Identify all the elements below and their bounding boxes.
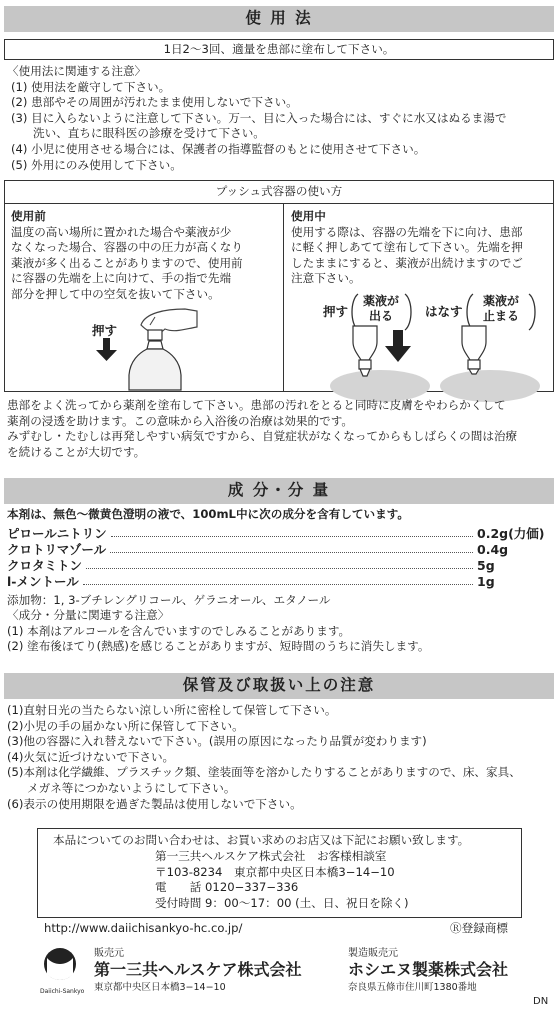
during-line: したままにすると、薬液が出続けますのでご <box>291 255 523 270</box>
before-line: 薬液が多く出ることがありますので、使用前 <box>11 255 243 270</box>
during-line: 使用する際は、容器の先端を下に向け、患部 <box>291 224 523 239</box>
ingredient-name: クロトリマゾール <box>7 542 107 557</box>
ingredient-notes-title: 〈成分・分量に関連する注意〉 <box>7 608 170 623</box>
contact-hours: 受付時間 9：00～17：00 (土、日、祝日を除く) <box>155 895 409 910</box>
contact-address: 〒103-8234 東京都中央区日本橋3−14−10 <box>155 864 395 879</box>
before-title: 使用前 <box>11 209 46 223</box>
ingredients-intro: 本剤は、無色～微黄色澄明の液で、100mL中に次の成分を含有しています。 <box>7 507 409 521</box>
footer-code: DN <box>533 996 549 1007</box>
advice-line: を続けることが大切です。 <box>7 444 146 459</box>
during-line: 注意下さい。 <box>291 271 361 286</box>
ingredient-list <box>7 526 553 590</box>
usage-note: (5) 外用にのみ使用して下さい。 <box>11 157 182 172</box>
ingredient-name: ピロールニトリン <box>7 526 107 541</box>
contact-box <box>37 828 522 918</box>
ingredient-amount: 0.4g <box>477 542 509 557</box>
push-label: 押す <box>323 304 349 319</box>
bottle-icon <box>129 349 181 390</box>
before-line: 部分を押して中の空気を抜いて下さい。 <box>11 286 220 301</box>
ingredients-heading: 成 分・分 量 <box>4 478 554 504</box>
storage-line: (6)表示の使用期限を過ぎた製品は使用しないで下さい。 <box>7 796 302 811</box>
storage-line: (2)小児の手の届かない所に保管して下さい。 <box>7 718 244 733</box>
ingredient-amount: 0.2g(力価) <box>477 526 545 541</box>
usage-note: (4) 小児に使用させる場合には、保護者の指導監督のもとに使用させて下さい。 <box>11 141 426 156</box>
during-title: 使用中 <box>291 209 326 223</box>
ingredient-name: l-メントール <box>7 574 79 589</box>
advice-line: 薬剤の浸透を助けます。この意味から入浴後の治療は効果的です。 <box>7 413 353 428</box>
advice-line: みずむし・たむしは再発しやすい病気ですから、自覚症状がなくなってからもしばらくの間は治療 <box>7 429 518 444</box>
ingredient-notes <box>7 593 553 655</box>
usage-note: (1) 使用法を厳守して下さい。 <box>11 79 171 94</box>
usage-note: (2) 患部やその周囲が汚れたまま使用しないで下さい。 <box>11 95 298 110</box>
push-container-title: プッシュ式容器の使い方 <box>5 181 553 204</box>
contact-details <box>155 849 409 911</box>
manufacturer-address: 奈良県五條市住川町1380番地 <box>348 982 477 993</box>
contact-company: 第一三共ヘルスケア株式会社 お客様相談室 <box>155 849 387 863</box>
storage-line: (3)他の容器に入れ替えないで下さい。(誤用の原因になったり品質が変わります) <box>7 734 427 749</box>
usage-notes <box>7 64 506 173</box>
push-container-box <box>4 180 554 392</box>
dosage-box <box>4 39 554 60</box>
seller-logo-text: Daiichi-Sankyo <box>40 987 85 995</box>
bottle-icon <box>462 326 486 360</box>
manufacturer-name: ホシエヌ製薬株式会社 <box>348 960 509 979</box>
contact-intro: 本品についてのお問い合わせは、お買い求めのお店又は下記にお願い致します。 <box>53 833 470 847</box>
ingredient-row <box>7 542 553 558</box>
seller-name: 第一三共ヘルスケア株式会社 <box>94 960 302 979</box>
additives-text: 添加物：1, 3-ブチレングリコール、ゲラニオール、エタノール <box>7 592 331 607</box>
during-line: に軽く押しあてて塗布して下さい。先端を押 <box>291 240 523 255</box>
finger-push-illustration <box>85 305 205 390</box>
seller-role: 販売元 <box>94 948 124 959</box>
release-bubble-line: 薬液が <box>482 294 519 308</box>
before-line: に容器の先端を上に向けて、手の指で先端 <box>11 271 232 286</box>
push-bubble-line: 薬液が <box>362 294 399 308</box>
down-arrow-icon <box>96 338 117 361</box>
ingredient-row <box>7 574 553 590</box>
usage-notes-title: 〈使用法に関連する注意〉 <box>7 64 147 78</box>
ingredient-amount: 1g <box>477 574 495 589</box>
ingredient-row <box>7 558 553 574</box>
usage-heading: 使 用 法 <box>4 6 554 32</box>
before-push-label: 押す <box>92 323 118 338</box>
storage-notes <box>7 703 521 812</box>
trademark-note: Ⓡ登録商標 <box>450 921 508 935</box>
advice-paragraph <box>7 398 517 460</box>
seller-address: 東京都中央区日本橋3−14−10 <box>94 982 226 993</box>
ingredient-amount: 5g <box>477 558 495 573</box>
panel-divider <box>283 204 284 391</box>
contact-phone: 電 話 0120−337−336 <box>155 880 299 895</box>
storage-line: (4)火気に近づけないで下さい。 <box>7 749 175 764</box>
release-label: はなす <box>425 304 463 319</box>
during-use-illustration <box>305 286 550 391</box>
during-panel <box>291 209 523 287</box>
before-panel <box>11 209 243 303</box>
seller-logo <box>40 946 85 996</box>
storage-line: メガネ等につかないようにして下さい。 <box>27 780 236 795</box>
website-url: http://www.daiichisankyo-hc.co.jp/ <box>44 921 243 935</box>
storage-heading: 保管及び取扱い上の注意 <box>4 673 554 699</box>
dosage-text: 1日2～3回、適量を患部に塗布して下さい。 <box>163 41 395 56</box>
storage-line: (1)直射日光の当たらない涼しい所に密栓して保管して下さい。 <box>7 703 337 717</box>
ingredient-row <box>7 526 553 542</box>
usage-note: 洗い、直ちに眼科医の診療を受けて下さい。 <box>33 126 265 141</box>
ingredient-note: (1) 本剤はアルコールを含んでいますのでしみることがあります。 <box>7 623 351 638</box>
down-arrow-icon <box>385 330 411 362</box>
ingredient-name: クロタミトン <box>7 558 83 573</box>
usage-note: (3) 目に入らないように注意して下さい。万一、目に入った場合には、すぐに水又はぬるま湯で <box>11 110 507 125</box>
ingredients-section <box>7 507 553 655</box>
daiichi-sankyo-logo-icon <box>40 946 80 986</box>
before-line: 温度の高い場所に置かれた場合や薬液が少 <box>11 224 232 239</box>
release-bubble-line: 止まる <box>482 309 519 323</box>
storage-line: (5)本剤は化学繊維、プラスチック類、塗装面等を溶かしたりすることがありますので、床、家具、 <box>7 765 521 780</box>
before-line: なくなった場合、容器の中の圧力が高くなり <box>11 240 243 255</box>
ingredient-note: (2) 塗布後ほてり(熱感)を感じることがありますが、短時間のうちに消失します。 <box>7 639 430 654</box>
bottle-icon <box>353 326 377 360</box>
push-bubble-line: 出る <box>368 309 393 323</box>
advice-line: 患部をよく洗ってから薬剤を塗布して下さい。患部の汚れをとると同時に皮膚をやわらかくして <box>7 398 506 412</box>
manufacturer-role: 製造販売元 <box>348 948 398 959</box>
